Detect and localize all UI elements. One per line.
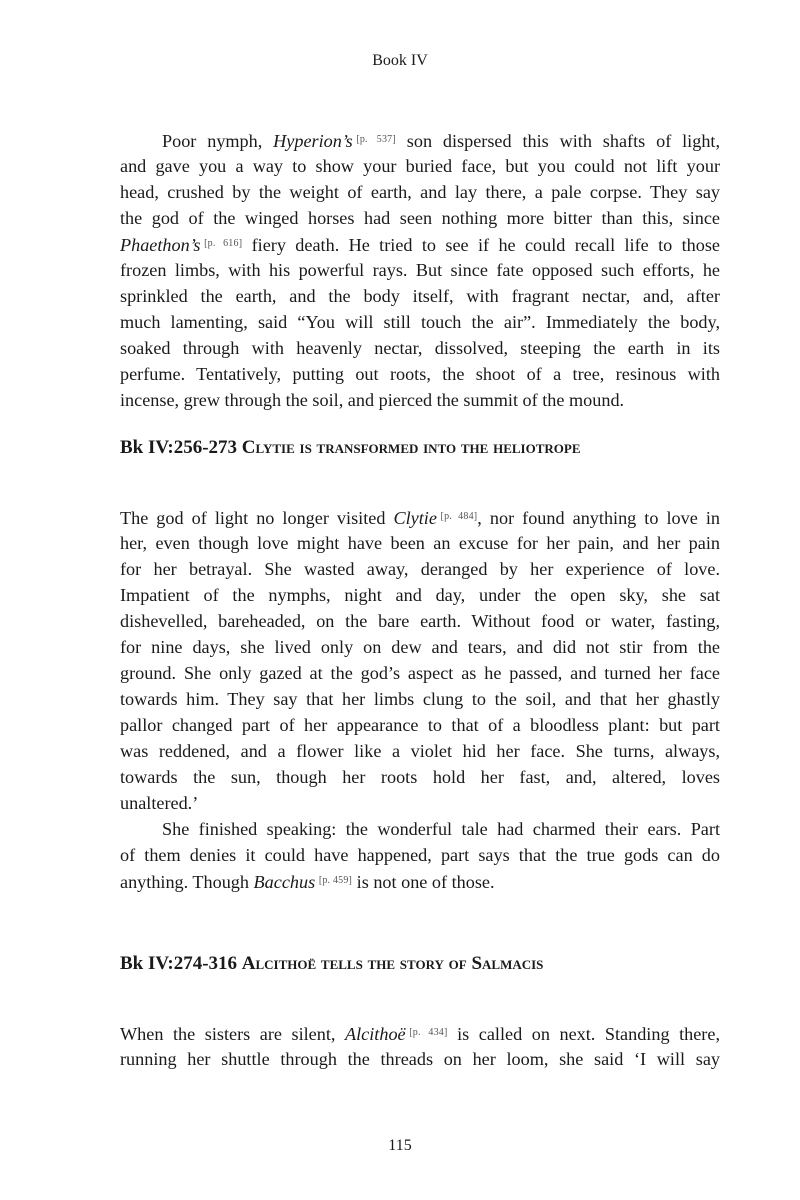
- text-line: [120, 127, 720, 153]
- text-line-content: for nine days, she lived only on dew and tears, and did not stir from the: [120, 637, 720, 657]
- text-line-content: for her betrayal. She wasted away, deranged by her experience of love.: [120, 559, 720, 579]
- name-italic: Hyperion’s: [273, 131, 353, 151]
- text-line: [120, 153, 720, 179]
- text-line: [120, 530, 720, 556]
- text-line-content: the god of the winged horses had seen nothing more bitter than this, since: [120, 208, 720, 228]
- text-line-content: unaltered.’: [120, 793, 199, 813]
- text-line-content: towards the sun, though her roots hold her fast, and, altered, loves: [120, 767, 720, 787]
- section-heading-reference: Bk IV:274-316: [120, 953, 238, 974]
- text-line-content: and gave you a way to show your buried face, but you could not lift your: [120, 156, 720, 176]
- text-line: [120, 790, 720, 816]
- text-line: [120, 283, 720, 309]
- paragraph: [120, 127, 720, 413]
- text-run: son dispersed this with shafts of light,: [395, 131, 721, 151]
- name-italic: Alcithoë: [345, 1024, 406, 1044]
- page-reference-link[interactable]: [p. 434]: [409, 1027, 448, 1038]
- text-line-content: of them denies it could have happened, part says that the true gods can do: [120, 845, 720, 865]
- text-line: [120, 257, 720, 283]
- text-line: [120, 309, 720, 335]
- text-line: [120, 608, 720, 634]
- text-run: is called on next. Standing there,: [447, 1024, 720, 1044]
- page-reference-link[interactable]: [p. 484]: [440, 511, 478, 522]
- text-line-content: [120, 504, 720, 531]
- name-italic: Phaethon’s: [120, 235, 201, 255]
- text-line: [120, 504, 720, 530]
- text-line: [120, 868, 720, 894]
- section-heading: [120, 953, 720, 975]
- text-line: [120, 686, 720, 712]
- text-line-content: [120, 1020, 720, 1047]
- text-line-content: ground. She only gazed at the god’s aspect as he passed, and turned her face: [120, 663, 720, 683]
- page-reference-link[interactable]: [p. 459]: [318, 875, 353, 886]
- paragraph: [120, 504, 720, 816]
- text-line-content: dishevelled, bareheaded, on the bare earth. Without food or water, fasting,: [120, 611, 720, 631]
- text-line: [120, 387, 720, 413]
- text-line-content: much lamenting, said “You will still touch the air”. Immediately the body,: [120, 312, 720, 332]
- page-reference-link[interactable]: [p. 537]: [356, 134, 396, 145]
- text-run: fiery death. He tried to see if he could recall life to those: [242, 235, 721, 255]
- text-line: [120, 231, 720, 257]
- section-heading: [120, 437, 720, 459]
- text-line-content: soaked through with heavenly nectar, dissolved, steeping the earth in its: [120, 338, 720, 358]
- text-line: [120, 660, 720, 686]
- text-line-content: head, crushed by the weight of earth, and lay there, a pale corpse. They say: [120, 182, 720, 202]
- text-line: [120, 205, 720, 231]
- text-line: [120, 816, 720, 842]
- text-line: [120, 634, 720, 660]
- text-line-content: running her shuttle through the threads on her loom, she said ‘I will say: [120, 1049, 720, 1069]
- text-line-content: [120, 231, 720, 258]
- text-run: is not one of those.: [352, 872, 495, 892]
- text-line: [120, 582, 720, 608]
- name-italic: Clytie: [393, 508, 437, 528]
- text-line: [120, 556, 720, 582]
- text-line: [120, 179, 720, 205]
- text-line-content: frozen limbs, with his powerful rays. But since fate opposed such efforts, he: [120, 260, 720, 280]
- text-run: The god of light no longer visited: [120, 508, 394, 528]
- text-line-content: perfume. Tentatively, putting out roots, the shoot of a tree, resinous with: [120, 364, 720, 384]
- text-line: [120, 738, 720, 764]
- section-heading-title: Alcithoë tells the story of Salmacis: [241, 953, 544, 974]
- text-line-content: Impatient of the nymphs, night and day, under the open sky, she sat: [120, 585, 720, 605]
- text-run: When the sisters are silent,: [120, 1024, 346, 1044]
- text-line: [120, 764, 720, 790]
- text-run: Poor nymph,: [162, 131, 274, 151]
- page-number: 115: [388, 1137, 412, 1154]
- text-line-content: incense, grew through the soil, and pierced the summit of the mound.: [120, 390, 625, 410]
- text-line: [120, 361, 720, 387]
- paragraph: [120, 1020, 720, 1072]
- name-italic: Bacchus: [253, 872, 316, 892]
- text-run: anything. Though: [120, 872, 254, 892]
- text-line: [120, 335, 720, 361]
- text-line-content: her, even though love might have been an excuse for her pain, and her pain: [120, 533, 720, 553]
- section-heading-reference: Bk IV:256-273: [120, 437, 238, 458]
- text-line-content: [120, 127, 720, 154]
- text-line-content: was reddened, and a flower like a violet hid her face. She turns, always,: [120, 741, 720, 761]
- section-heading-title: Clytie is transformed into the heliotrope: [241, 437, 581, 458]
- text-line-content: pallor changed part of her appearance to that of a bloodless plant: but part: [120, 715, 720, 735]
- running-head: Book IV: [372, 52, 428, 69]
- text-line: [120, 712, 720, 738]
- text-line: [120, 1046, 720, 1072]
- text-line-content: towards him. They say that her limbs clung to the soil, and that her ghastly: [120, 689, 720, 709]
- text-line: [120, 842, 720, 868]
- paragraph: [120, 816, 720, 894]
- text-line-content: sprinkled the earth, and the body itself, with fragrant nectar, and, after: [120, 286, 720, 306]
- text-line-content: [120, 868, 720, 895]
- text-line-content: She finished speaking: the wonderful tale had charmed their ears. Part: [162, 819, 720, 839]
- text-line: [120, 1020, 720, 1046]
- page-reference-link[interactable]: [p. 616]: [204, 238, 243, 249]
- text-run: , nor found anything to love in: [477, 508, 720, 528]
